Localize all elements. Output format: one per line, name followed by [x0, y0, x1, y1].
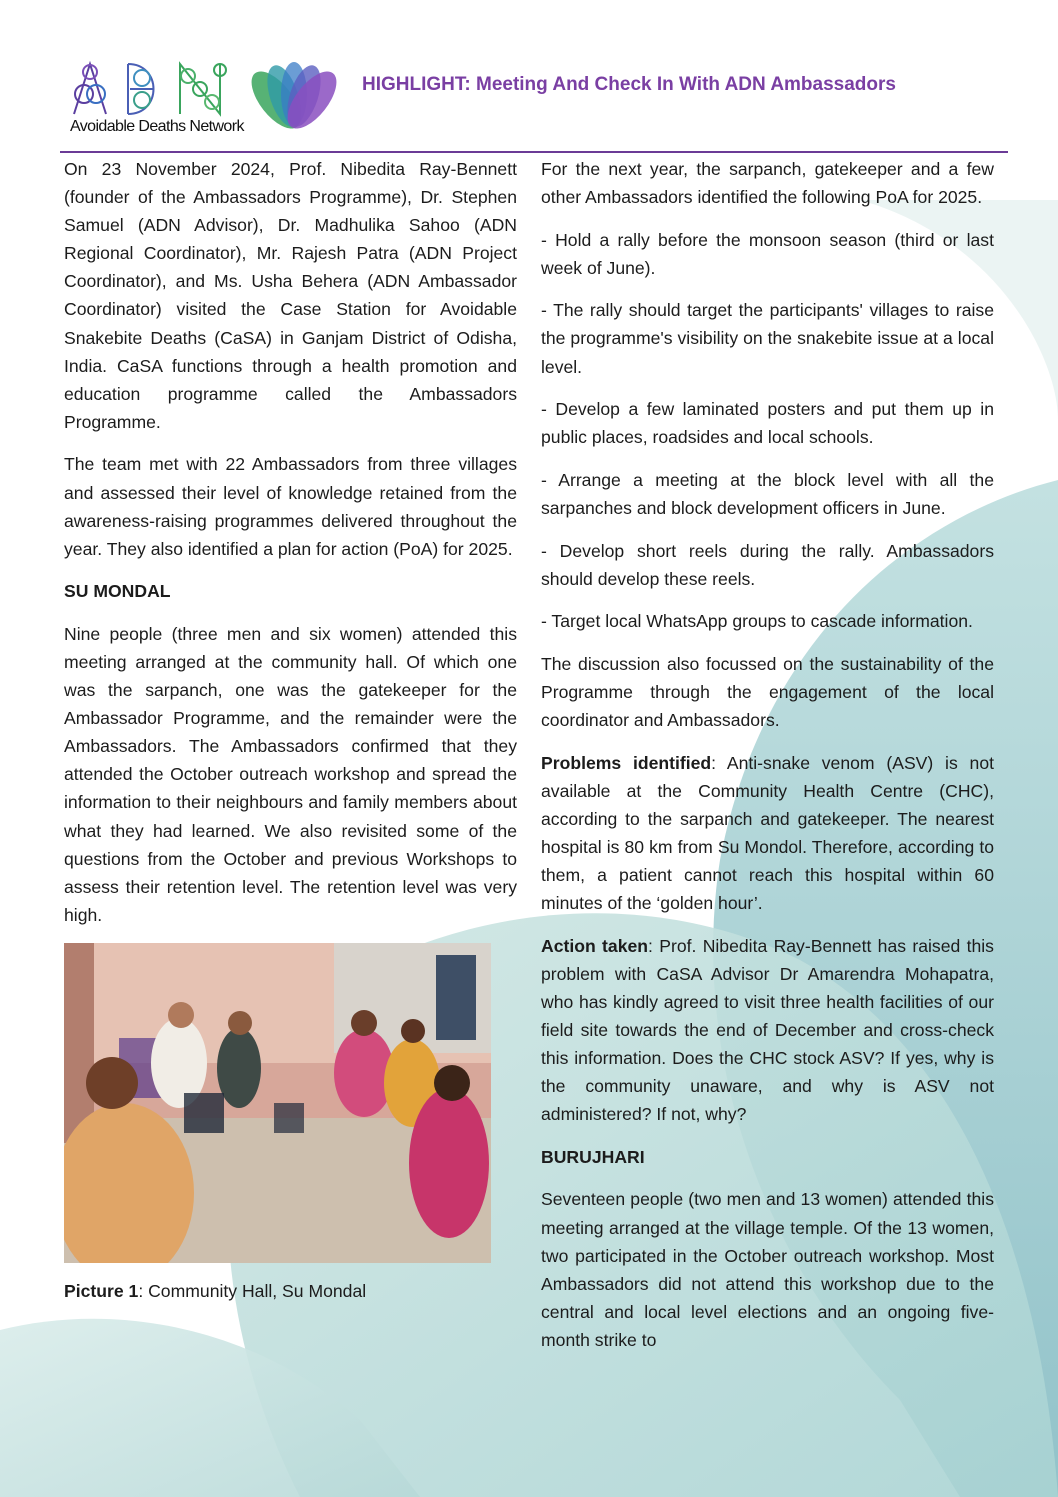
su-mondal-paragraph: Nine people (three men and six women) attended this meeting arranged at the community hall. Of which one was the sarpanch, one was the gatekeeper for the Ambassador Programme, and the remainder were the Ambassadors. The Ambassadors confirmed that they attended the October outreach workshop and spread the information to their neighbours and family members about what they had learned. We also revisited some of the questions from the October and previous Workshops to assess their retention level. The retention level was very high.: [64, 623, 517, 925]
action-label: Action taken: [541, 935, 649, 956]
adn-logo: [70, 58, 244, 144]
poa-item: - Develop short reels during the rally. Ambassadors should develop these reels.: [541, 540, 994, 589]
adn-logo-icon: [70, 58, 238, 118]
poa-item: - Target local WhatsApp groups to cascade information.: [541, 611, 973, 632]
header-divider: [60, 151, 1008, 153]
team-paragraph: The team met with 22 Ambassadors from three villages and assessed their level of knowledge retained from the awareness-raising programmes delivered throughout the year. They also identified a plan for action (PoA) for 2025.: [64, 454, 517, 559]
page-title: HIGHLIGHT: Meeting And Check In With ADN Ambassadors: [362, 74, 896, 95]
poa-item: - Hold a rally before the monsoon season (third or last week of June).: [541, 229, 994, 278]
poa-item: - Develop a few laminated posters and put them up in public places, roadsides and local schools.: [541, 399, 994, 448]
page-header: [0, 0, 1058, 152]
burujhari-paragraph: Seventeen people (two men and 13 women) attended this meeting arranged at the village temple. Of the 13 women, two participated in the October outreach workshop. Most Ambassadors did not attend this workshop due to the central and local level elections and an ongoing five-month strike to: [541, 1189, 994, 1350]
problems-text: : Anti-snake venom (ASV) is not available at the Community Health Centre (CHC), according to the sarpanch and gatekeeper. The nearest hospital is 80 km from Su Mondol. Therefore, according to them, a patient cannot reach this hospital within 60 minutes of the ‘golden hour’.: [541, 752, 994, 914]
left-column: [64, 155, 517, 1320]
sustainability-paragraph: The discussion also focussed on the sustainability of the Programme through the engagement of the local coordinator and Ambassadors.: [541, 653, 994, 730]
section-heading-burujhari: BURUJHARI: [541, 1146, 645, 1167]
problems-label: Problems identified: [541, 752, 712, 773]
right-column: [541, 155, 994, 1368]
picture-caption: [64, 1277, 517, 1305]
picture-label: Picture 1: [64, 1281, 139, 1302]
picture-caption-text: : Community Hall, Su Mondal: [138, 1281, 367, 1302]
community-hall-photo: [64, 943, 491, 1263]
poa-item: - The rally should target the participants' villages to raise the programme's visibility on the snakebite issue at a local level.: [541, 300, 994, 377]
intro-paragraph: On 23 November 2024, Prof. Nibedita Ray-Bennett (founder of the Ambassadors Programme), Dr. Stephen Samuel (ADN Advisor), Dr. Madhulika Sahoo (ADN Regional Coordinator), Mr. Rajesh Patra (ADN Project Coordinator), and Ms. Usha Behera (ADN Ambassador Coordinator) visited the Case Station for Avoidable Snakebite Deaths (CaSA) in Ganjam District of Odisha, India. CaSA functions through a health promotion and education programme called the Ambassadors Programme.: [64, 159, 517, 432]
problems-paragraph: [541, 749, 994, 918]
action-text: : Prof. Nibedita Ray-Bennett has raised this problem with CaSA Advisor Dr Amarendra Mohapatra, who has kindly agreed to visit three health facilities of our field site towards the end of December and cross-check this information. Does the CHC stock ASV? If yes, why is the community unaware, and why is ASV not administered? If not, why?: [541, 935, 994, 1125]
section-heading-su-mondal: SU MONDAL: [64, 581, 171, 602]
action-paragraph: [541, 932, 994, 1129]
logo-caption: Avoidable Deaths Network: [70, 118, 244, 135]
poa-intro-paragraph: For the next year, the sarpanch, gatekeeper and a few other Ambassadors identified the following PoA for 2025.: [541, 159, 994, 208]
poa-item: - Arrange a meeting at the block level with all the sarpanches and block development officers in June.: [541, 469, 994, 518]
petal-flower-icon: [238, 56, 350, 140]
